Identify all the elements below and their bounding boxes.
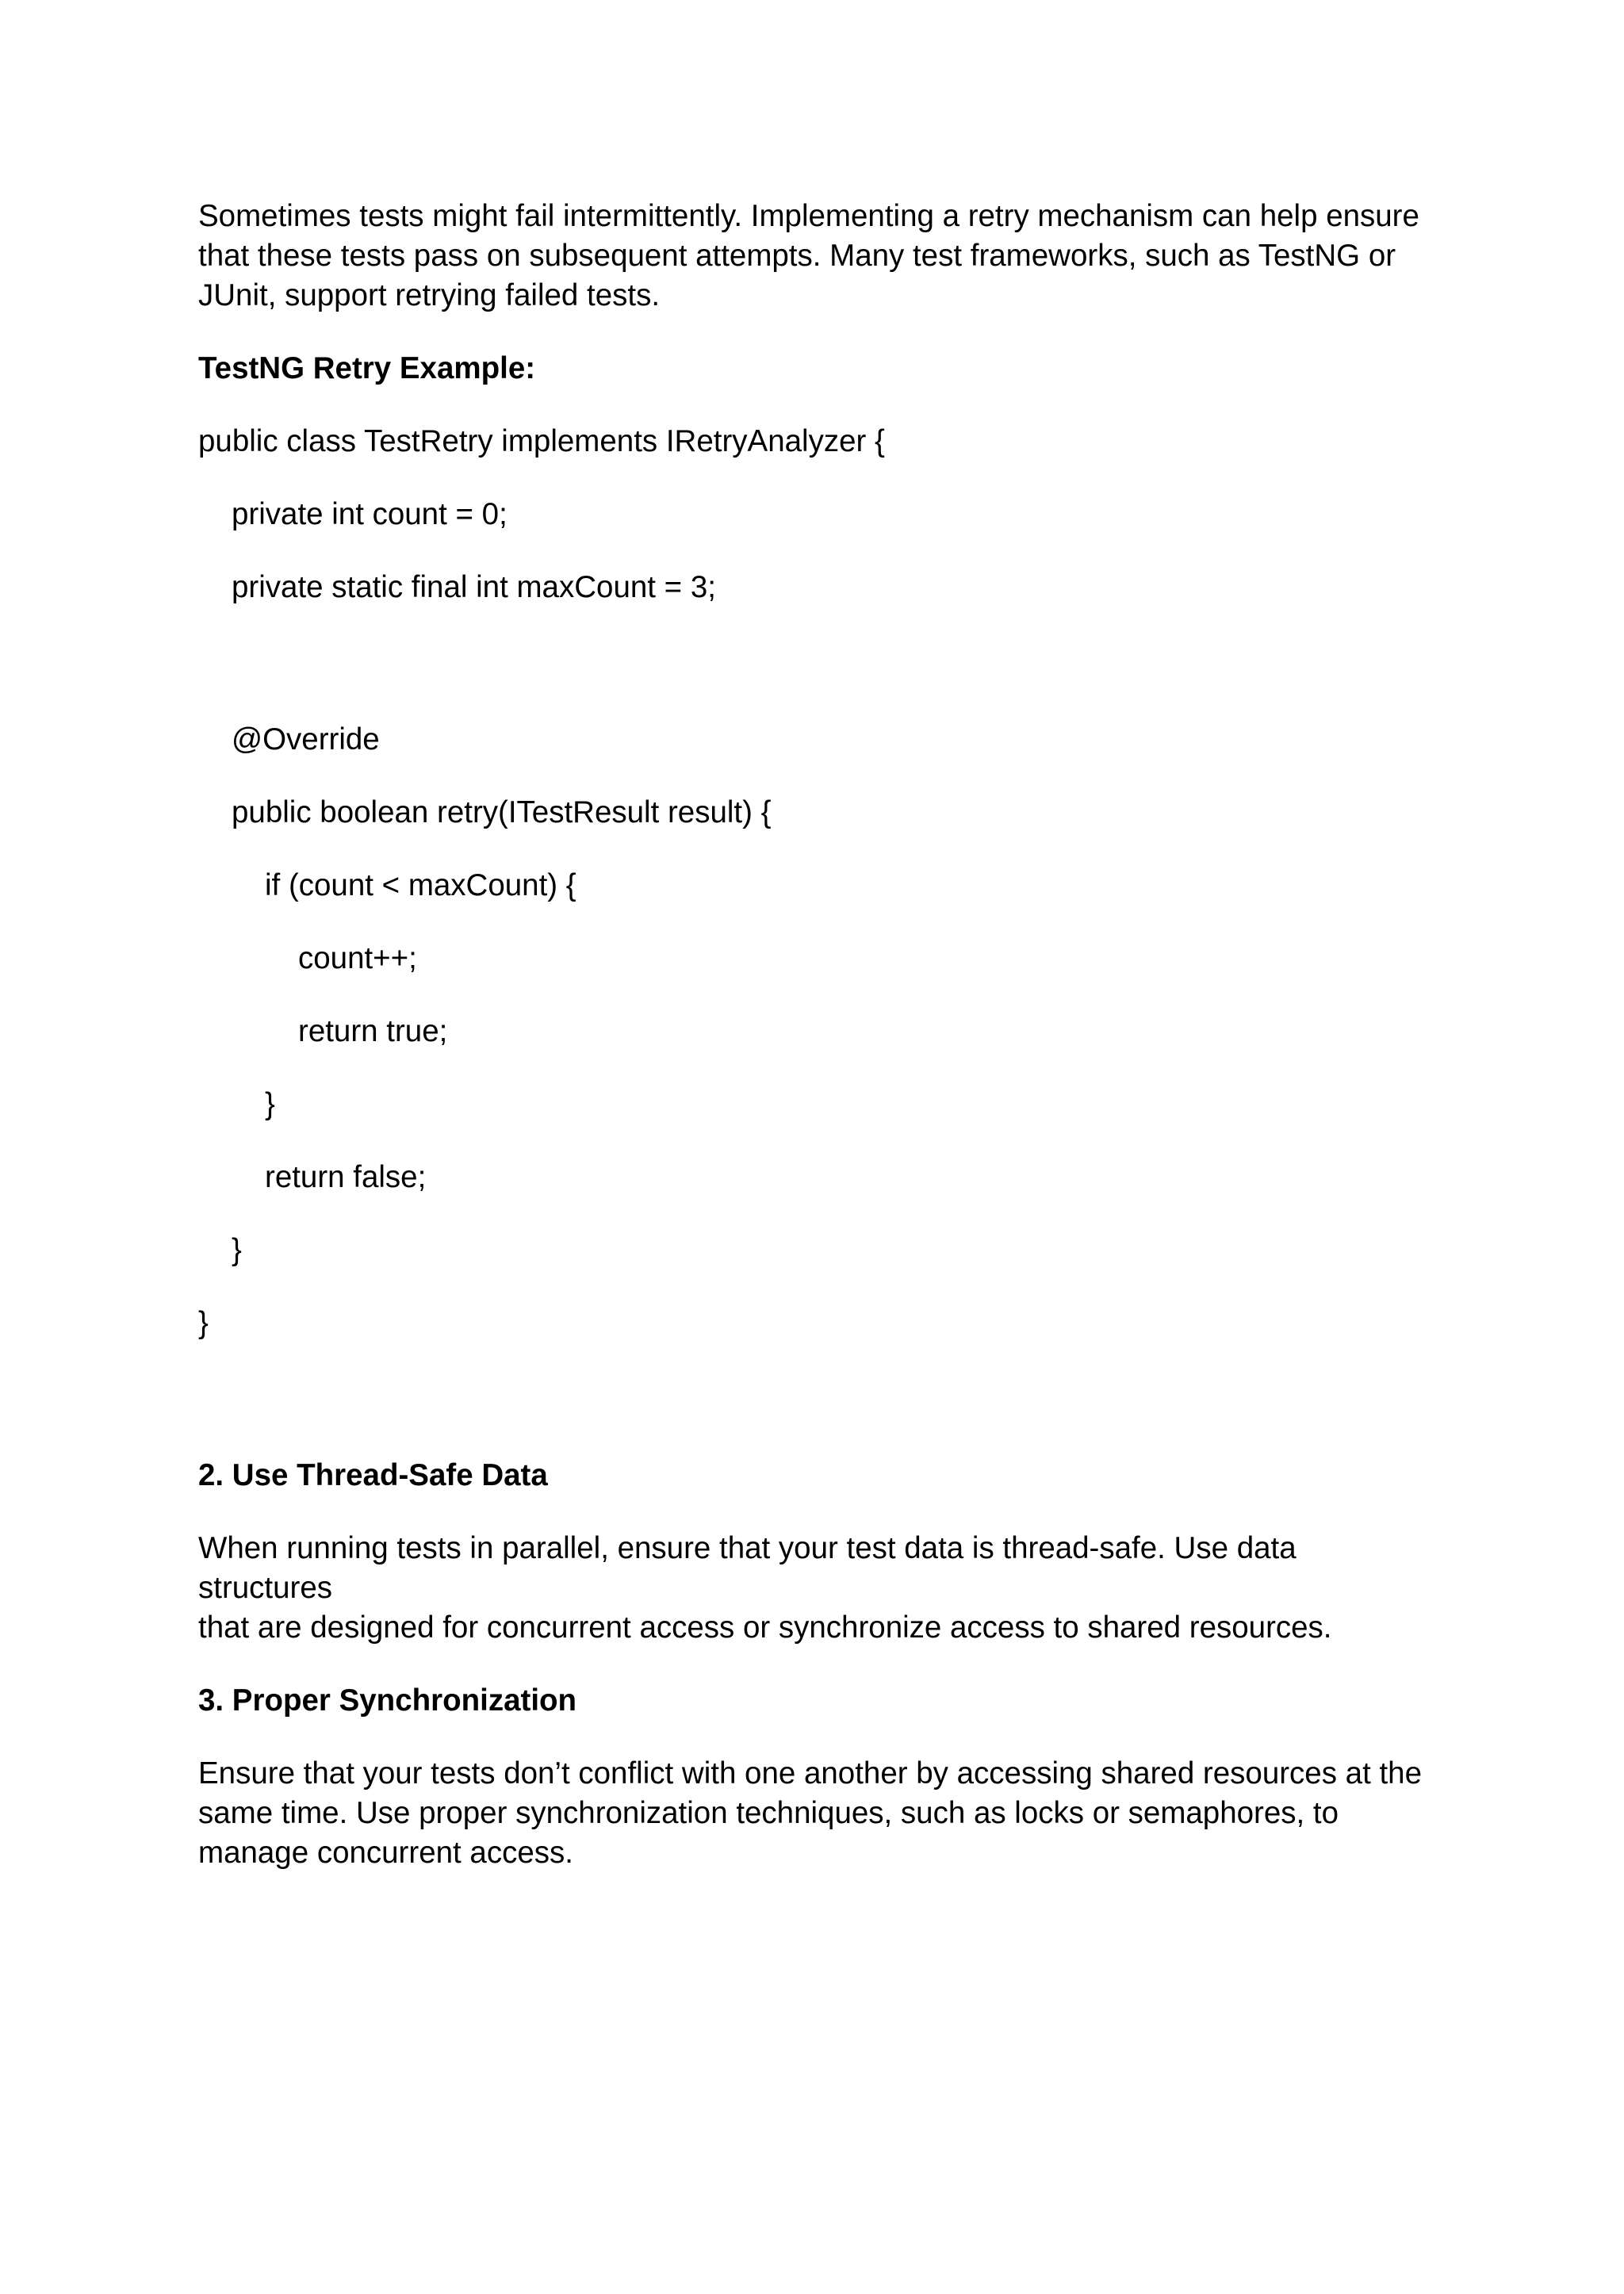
section-3-heading: 3. Proper Synchronization bbox=[198, 1683, 577, 1718]
example-heading: TestNG Retry Example: bbox=[198, 351, 536, 385]
section-2-line-2: that are designed for concurrent access or synchronize access to shared resources. bbox=[198, 1610, 1332, 1645]
code-line-9: } bbox=[265, 1087, 275, 1121]
code-line-11: } bbox=[232, 1233, 242, 1267]
code-line-5: public boolean retry(ITestResult result) { bbox=[232, 795, 772, 829]
section-3-line-2: same time. Use proper synchronization techniques, such as locks or semaphores, to bbox=[198, 1796, 1339, 1830]
code-block bbox=[198, 422, 1435, 1343]
section-2-paragraph bbox=[198, 1529, 1435, 1648]
intro-line-2: that these tests pass on subsequent attempts. Many test frameworks, such as TestNG or bbox=[198, 239, 1396, 273]
section-3-paragraph bbox=[198, 1754, 1435, 1873]
code-line-3: private static final int maxCount = 3; bbox=[232, 570, 716, 604]
intro-line-1: Sometimes tests might fail intermittently. Implementing a retry mechanism can help ensure bbox=[198, 199, 1419, 233]
document-page bbox=[198, 197, 1435, 1873]
code-line-7: count++; bbox=[298, 941, 417, 975]
code-line-6: if (count < maxCount) { bbox=[265, 868, 576, 902]
intro-line-3: JUnit, support retrying failed tests. bbox=[198, 278, 661, 312]
code-line-4: @Override bbox=[232, 722, 380, 756]
code-line-12: } bbox=[198, 1306, 209, 1340]
section-3-line-1: Ensure that your tests don’t conflict with one another by accessing shared resources at the bbox=[198, 1756, 1422, 1790]
section-2-line-1: When running tests in parallel, ensure that your test data is thread-safe. Use data structures bbox=[198, 1531, 1297, 1605]
code-line-2: private int count = 0; bbox=[232, 497, 508, 531]
code-line-8: return true; bbox=[298, 1014, 448, 1048]
section-3-line-3: manage concurrent access. bbox=[198, 1836, 573, 1870]
code-line-10: return false; bbox=[265, 1160, 427, 1194]
code-line-1: public class TestRetry implements IRetryAnalyzer { bbox=[198, 424, 885, 458]
intro-paragraph bbox=[198, 197, 1435, 316]
section-2-heading: 2. Use Thread-Safe Data bbox=[198, 1458, 548, 1492]
